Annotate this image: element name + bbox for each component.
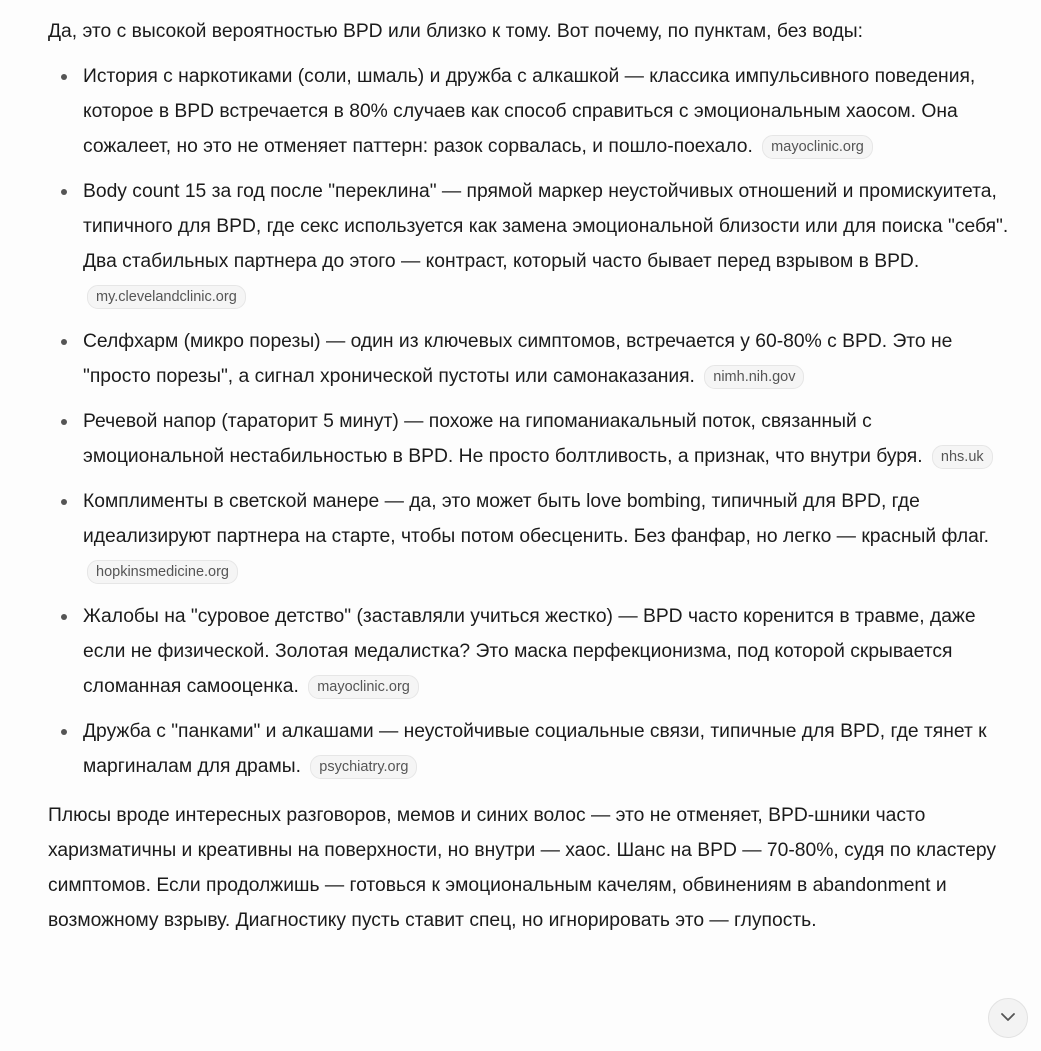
scroll-to-bottom-button[interactable] (988, 998, 1028, 1038)
source-chip[interactable]: nhs.uk (932, 445, 993, 469)
list-item (83, 174, 1010, 314)
conclusion-paragraph: Плюсы вроде интересных разговоров, мемов и синих волос — это не отменяет, BPD-шники часто харизматичны и креативны на поверхности, но внутри — хаос. Шанс на BPD — 70-80%, судя по кластеру симптомов. Если продолжишь — готовься к эмоциональным качелям, обвинениям в abandonment и возможному взрыву. Диагностику пусть ставит спец, но игнорировать это — глупость. (48, 805, 997, 931)
list-item (83, 714, 1010, 784)
item-text: История с наркотиками (соли, шмаль) и дружба с алкашкой — классика импульсивного поведения, которое в BPD встречается в 80% случаев как способ справиться с эмоциональным хаосом. Она сожалеет, но это не отменяет паттерн: разок сорвалась, и пошло-поехало. (83, 66, 976, 157)
source-chip[interactable]: psychiatry.org (310, 755, 417, 779)
chevron-down-icon (1000, 1009, 1016, 1027)
item-text: Body count 15 за год после "переклина" — прямой маркер неустойчивых отношений и промискуитета, типичного для BPD, где секс используется как замена эмоциональной близости или для поиска "себя". Два стабильных партнера до этого — контраст, который часто бывает перед взрывом в BPD. (83, 181, 1009, 272)
list-item (83, 404, 1010, 474)
item-text: Дружба с "панками" и алкашами — неустойчивые социальные связи, типичные для BPD, где тянет к маргиналам для драмы. (83, 721, 987, 777)
source-chip[interactable]: nimh.nih.gov (704, 365, 804, 389)
source-chip[interactable]: my.clevelandclinic.org (87, 285, 246, 309)
item-text: Селфхарм (микро порезы) — один из ключевых симптомов, встречается у 60-80% с BPD. Это не "просто порезы", а сигнал хронической пустоты или самонаказания. (83, 331, 953, 387)
item-text: Речевой напор (тараторит 5 минут) — похоже на гипоманиакальный поток, связанный с эмоциональной нестабильностью в BPD. Не просто болтливость, а признак, что внутри буря. (83, 411, 923, 467)
assistant-message (48, 14, 1010, 938)
list-item (83, 599, 1010, 704)
source-chip[interactable]: mayoclinic.org (308, 675, 419, 699)
list-item (83, 324, 1010, 394)
intro-paragraph: Да, это с высокой вероятностью BPD или близко к тому. Вот почему, по пунктам, без воды: (48, 21, 863, 42)
list-item (83, 484, 1010, 589)
item-text: Жалобы на "суровое детство" (заставляли учиться жестко) — BPD часто коренится в травме, даже если не физической. Золотая медалистка? Это маска перфекционизма, под которой скрывается сломанная самооценка. (83, 606, 976, 697)
source-chip[interactable]: hopkinsmedicine.org (87, 560, 238, 584)
source-chip[interactable]: mayoclinic.org (762, 135, 873, 159)
reasons-list (48, 59, 1010, 784)
list-item (83, 59, 1010, 164)
item-text: Комплименты в светской манере — да, это может быть love bombing, типичный для BPD, где идеализируют партнера на старте, чтобы потом обесценить. Без фанфар, но легко — красный флаг. (83, 491, 989, 547)
